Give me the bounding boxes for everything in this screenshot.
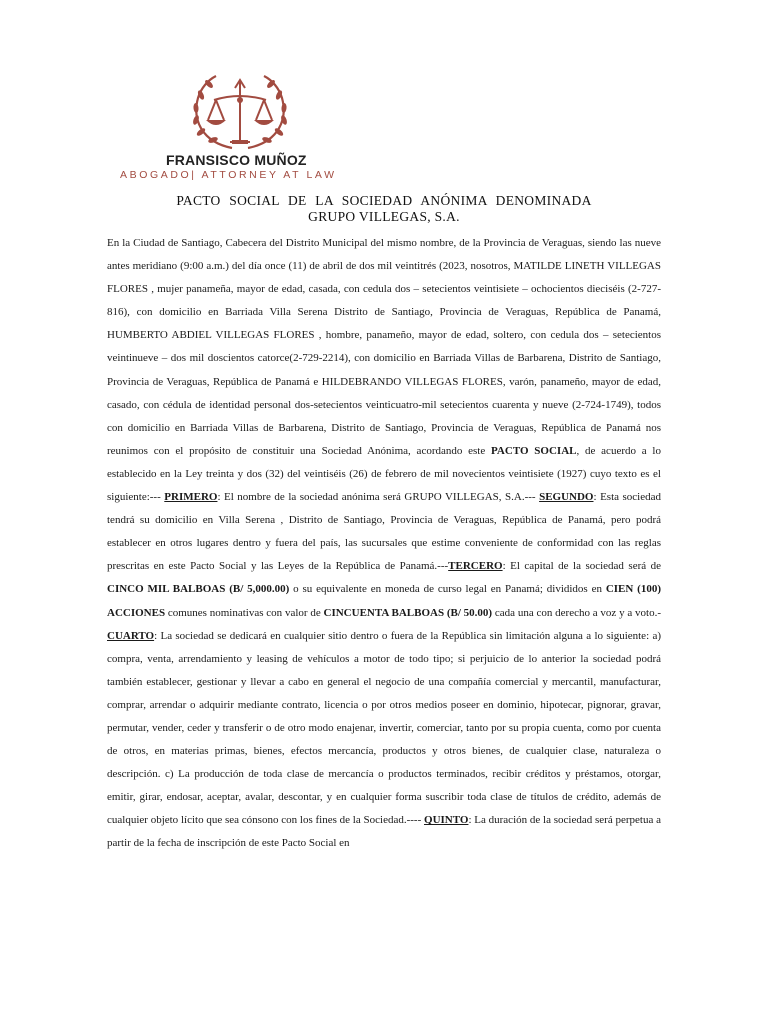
body-text: : El nombre de la sociedad anónima será GRUPO VILLEGAS, S.A.--- [217, 491, 540, 504]
share-value: CINCUENTA BALBOAS (B/ 50.00) [323, 606, 493, 619]
body-text: , de acuerdo a lo establecido en la Ley treinta y dos (32) del veintiséis (26) de febrero de mil novecientos veintisiete (1927) cuyo texto es el siguiente:--- [107, 444, 661, 504]
clause-heading-segundo: SEGUNDO [539, 491, 594, 504]
firm-tagline: ABOGADO| ATTORNEY AT LAW [120, 169, 337, 181]
body-text: o su equivalente en moneda de curso legal en Panamá; divididos en [289, 583, 606, 596]
capital-amount: CINCO MIL BALBOAS (B/ 5,000.00) [107, 583, 290, 596]
clause-heading-tercero: TERCERO [448, 560, 503, 573]
clause-heading-primero: PRIMERO [164, 491, 218, 504]
body-text: : Esta sociedad tendrá su domicilio en Villa Serena , Distrito de Santiago, Provincia de Veraguas, República de Panamá, pero podrá establecer en otros lugares dentro y fuera del país, las sucursales que estime conveniente de conformidad con las reglas prescritas en este Pacto Social y las Leyes de la República de Panamá.--- [107, 491, 662, 573]
body-text: cada una con derecho a voz y a voto.- [492, 606, 661, 619]
document-title-line-2: GRUPO VILLEGAS, S.A. [308, 209, 460, 224]
firm-name: FRANSISCO MUÑOZ [166, 152, 307, 168]
share-count: CIEN (100) ACCIONES [107, 583, 662, 619]
scales-of-justice-wreath-icon [168, 70, 312, 154]
body-text: : La duración de la sociedad será perpetua a partir de la fecha de inscripción de este Pacto Social en [107, 814, 662, 850]
body-text: En la Ciudad de Santiago, Cabecera del Distrito Municipal del mismo nombre, de la Provincia de Veraguas, siendo las nueve antes meridiano (9:00 a.m.) del día once (11) de abril de dos mil veintitrés (2023, nosotros, MATILDE LINETH VILLEGAS FLORES , mujer panameña, mayor de edad, casada, con cedula dos – setecientos veintisiete – ochocientos dieciséis (2-727-816), con domicilio en Barriada Villa Serena Distrito de Santiago, Provincia de Veraguas, República de Panamá, HUMBERTO ABDIEL VILLEGAS FLORES , hombre, panameño, mayor de edad, soltero, con cedula dos – setecientos veintinueve – dos mil doscientos catorce(2-729-2214), con domicilio en Barriada Villas de Barbarena, Distrito de Santiago, Provincia de Veraguas, República de Panamá e HILDEBRANDO VILLEGAS FLORES, varón, panameño, mayor de edad, casado, con cédula de identidad personal dos-setecientos veinticuatro-mil setecientos cuarenta y nueve (2-724-1749), todos con domicilio en Barriada Villas de Barbarena, Distrito de Santiago, Provincia de Veraguas, República de Panamá nos reunimos con el propósito de constituir una Sociedad Anónima, acordando este [107, 237, 661, 457]
document-title-line-1: PACTO SOCIAL DE LA SOCIEDAD ANÓNIMA DENOMINADA [176, 193, 592, 208]
pacto-social-bold: PACTO SOCIAL [491, 444, 577, 457]
letterhead [108, 70, 368, 182]
body-text: : El capital de la sociedad será de [502, 560, 661, 573]
body-text: : La sociedad se dedicará en cualquier sitio dentro o fuera de la República sin limitación alguna a lo siguiente: a) compra, venta, arrendamiento y leasing de vehículos a motor de todo tipo; si perjuicio de lo anterior la sociedad podrá también establecer, gestionar y llevar a cabo en general el negocio de una compañía comercial y mercantil, manufacturar, comprar, arrendar o adquirir mediante contrato, licencia o por otros medios poseer en dominio, hipotecar, pignorar, gravar, permutar, vender, ceder y transferir o de otro modo enajenar, invertir, comerciar, tanto por su propia cuenta, como por cuenta de otros, en materias primas, bienes, efectos mercancía, productos y otros bienes, de cualquier clase, naturaleza o descripción. c) La producción de toda clase de mercancía o productos terminados, recibir créditos y préstamos, otorgar, emitir, girar, endosar, aceptar, avalar, descontar, y en cualquier forma suscribir toda clase de títulos de crédito, además de cualquier objeto lícito que sea cónsono con los fines de la Sociedad.---- [107, 629, 661, 827]
body-text: comunes nominativas con valor de [165, 606, 324, 619]
body-paragraph [107, 232, 661, 856]
document-body [107, 232, 661, 856]
clause-heading-cuarto: CUARTO [107, 629, 155, 642]
clause-heading-quinto: QUINTO [424, 814, 469, 827]
